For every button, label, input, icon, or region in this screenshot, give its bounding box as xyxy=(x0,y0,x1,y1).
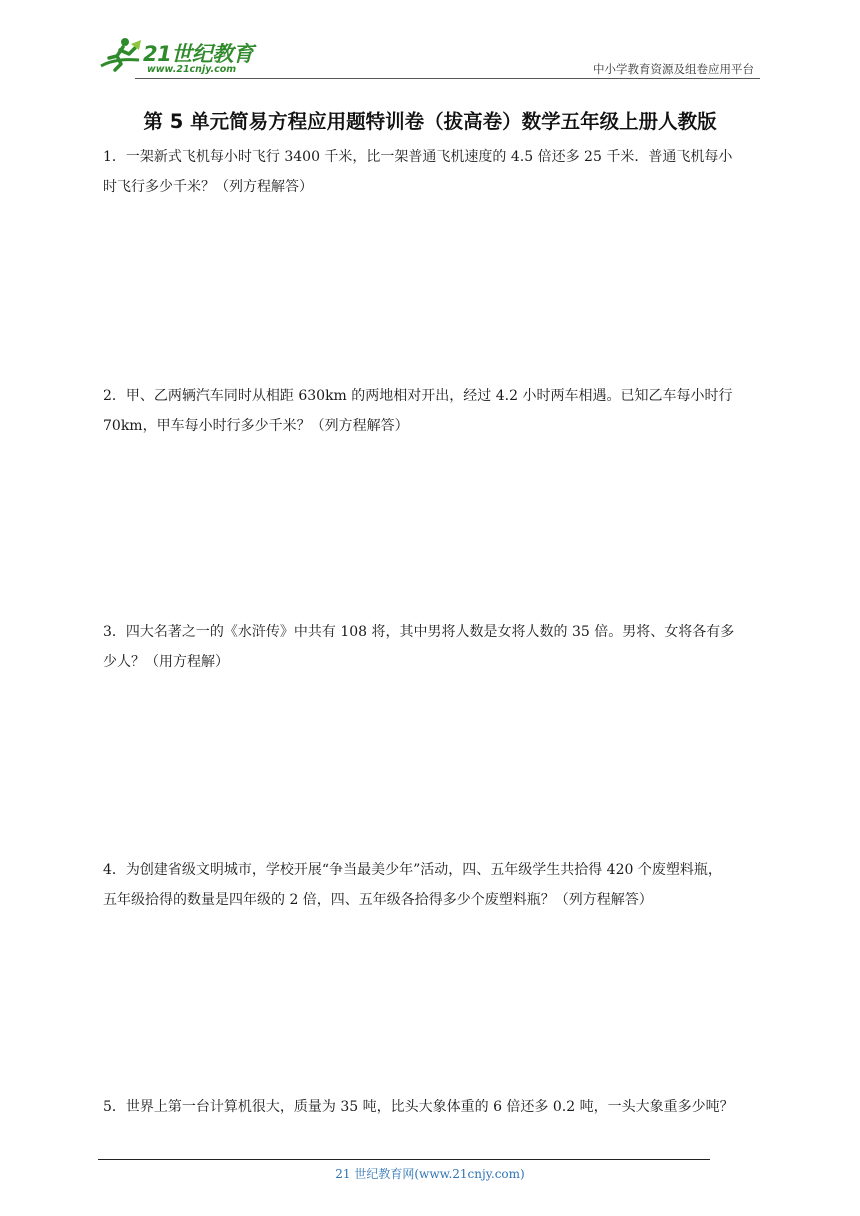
question-text: 少人？（用方程解） xyxy=(103,654,229,670)
question-2 xyxy=(103,381,763,441)
footer-link[interactable]: 21 世纪教育网(www.21cnjy.com) xyxy=(335,1167,525,1181)
runner-logo-icon xyxy=(95,36,143,76)
footer-divider xyxy=(98,1159,710,1160)
question-text: 时飞行多少千米？（列方程解答） xyxy=(103,179,313,195)
page-header xyxy=(95,30,760,80)
question-text: 5．世界上第一台计算机很大，质量为 35 吨，比头大象体重的 6 倍还多 0.2 吨，一头大象重多少吨？ xyxy=(103,1099,734,1115)
question-text: 1．一架新式飞机每小时飞行 3400 千米，比一架普通飞机速度的 4.5 倍还多 25 千米．普通飞机每小 xyxy=(103,149,733,165)
question-text: 五年级拾得的数量是四年级的 2 倍，四、五年级各拾得多少个废塑料瓶？（列方程解答） xyxy=(103,892,653,908)
logo-url: www.21cnjy.com xyxy=(147,64,237,75)
question-5 xyxy=(103,1092,763,1122)
question-4 xyxy=(103,855,763,915)
question-text: 4．为创建省级文明城市，学校开展“争当最美少年”活动，四、五年级学生共拾得 420 个废塑料瓶， xyxy=(103,862,722,878)
header-divider xyxy=(135,78,760,79)
question-3 xyxy=(103,617,763,677)
question-text: 70km，甲车每小时行多少千米？（列方程解答） xyxy=(103,418,409,434)
question-text: 3．四大名著之一的《水浒传》中共有 108 将，其中男将人数是女将人数的 35 倍。男将、女将各有多 xyxy=(103,624,735,640)
logo xyxy=(95,36,265,80)
page-title: 第 5 单元简易方程应用题特训卷（拔高卷）数学五年级上册人教版 xyxy=(143,110,717,133)
question-1 xyxy=(103,142,763,202)
question-text: 2．甲、乙两辆汽车同时从相距 630km 的两地相对开出，经过 4.2 小时两车相遇。已知乙车每小时行 xyxy=(103,388,733,404)
logo-text: 21世纪教育 xyxy=(143,42,254,66)
header-slogan: 中小学教育资源及组卷应用平台 xyxy=(593,62,754,76)
